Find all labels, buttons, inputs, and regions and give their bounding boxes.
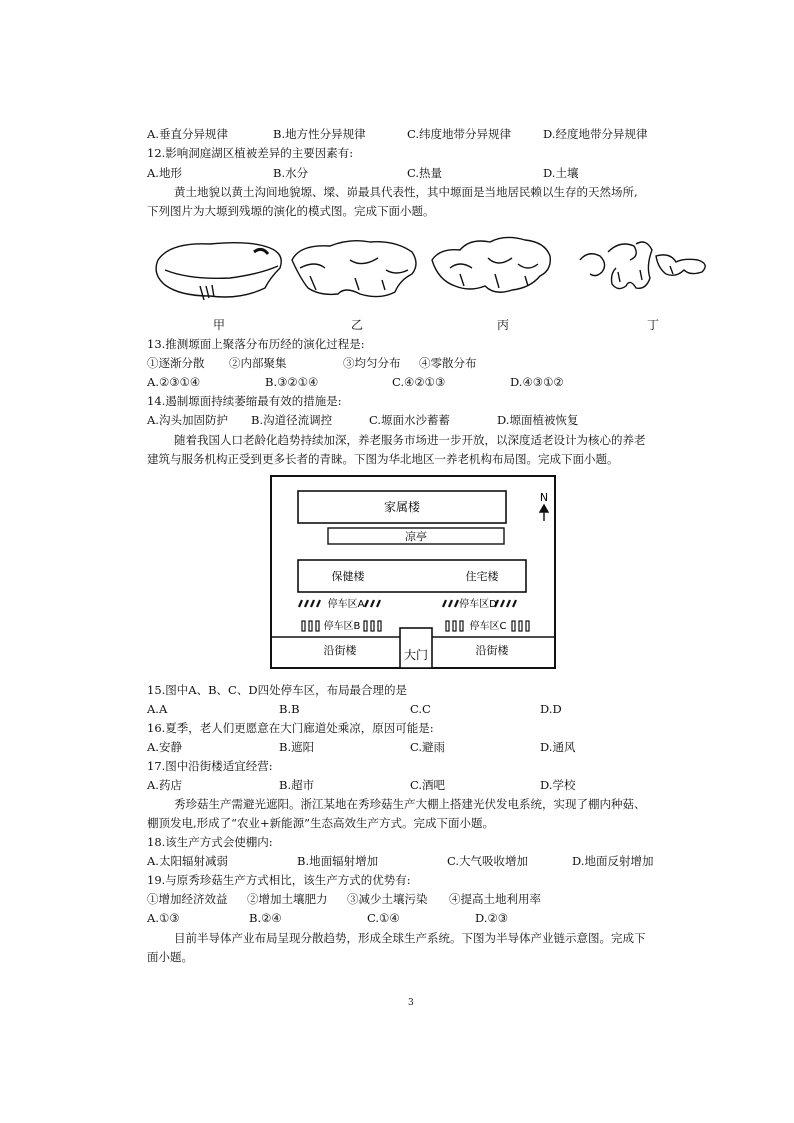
q17-option-a: A.药店 bbox=[147, 778, 182, 792]
q14-option-d: D.塬面植被恢复 bbox=[497, 413, 579, 427]
q18-option-b: B.地面辐射增加 bbox=[297, 854, 379, 868]
pavilion-label: 凉亭 bbox=[405, 530, 427, 543]
q14-stem: 14.遏制塬面持续萎缩最有效的措施是: bbox=[147, 394, 342, 408]
q13-item-1: ①逐渐分散 bbox=[147, 356, 205, 370]
q17-option-c: C.酒吧 bbox=[410, 778, 446, 792]
elderly-intro-line1: 随着我国人口老龄化趋势持续加深，养老服务市场进一步开放，以深度适老设计为核心的养老 bbox=[174, 433, 646, 447]
q16-option-c: C.避雨 bbox=[410, 740, 446, 754]
q16-option-a: A.安静 bbox=[147, 740, 182, 754]
q12-option-b: B.水分 bbox=[273, 166, 309, 180]
q13-option-a: A.②③①④ bbox=[147, 375, 201, 389]
mushroom-intro-line2: 棚顶发电,形成了“农业+新能源”生态高效生产方式。完成下面小题。 bbox=[147, 816, 495, 830]
loess-intro-line1: 黄土地貌以黄土沟间地貌塬、墚、峁最具代表性，其中塬面是当地居民赖以生存的天然场所, bbox=[174, 185, 638, 199]
figure-label-jia: 甲 bbox=[213, 318, 226, 332]
q19-item-2: ②增加土壤肥力 bbox=[247, 892, 328, 906]
q16-option-b: B.遮阳 bbox=[279, 740, 315, 754]
q19-option-a: A.①③ bbox=[147, 911, 180, 925]
gate-label: 大门 bbox=[403, 648, 429, 662]
q19-item-3: ③减少土壤污染 bbox=[347, 892, 428, 906]
parking-a-label: 停车区A bbox=[327, 599, 365, 610]
figure-label-bing: 丙 bbox=[497, 318, 510, 332]
q19-option-b: B.②④ bbox=[249, 911, 282, 925]
q11-option-d: D.经度地带分异规律 bbox=[543, 127, 648, 141]
q19-stem: 19.与原秀珍菇生产方式相比，该生产方式的优势有: bbox=[147, 873, 411, 887]
q19-item-4: ④提高土地利用率 bbox=[449, 892, 541, 906]
figure-label-ding: 丁 bbox=[647, 318, 660, 332]
loess-evolution-figure bbox=[150, 230, 730, 310]
loess-intro-line2: 下列图片为大塬到残塬的演化的模式图。完成下面小题。 bbox=[147, 204, 435, 218]
street-building-right-label: 沿街楼 bbox=[475, 644, 509, 657]
q16-option-d: D.通风 bbox=[540, 740, 576, 754]
q11-option-a: A.垂直分异规律 bbox=[147, 127, 228, 141]
q16-stem: 16.夏季，老人们更愿意在大门廊道处乘凉，原因可能是: bbox=[147, 721, 434, 735]
semiconductor-intro-line2: 面小题。 bbox=[147, 950, 193, 964]
elderly-intro-line2: 建筑与服务机构正受到更多长者的青睐。下图为华北地区一养老机构布局图。完成下面小题。 bbox=[147, 452, 619, 466]
figure-label-yi: 乙 bbox=[351, 318, 364, 332]
q15-stem: 15.图中A、B、C、D四处停车区，布局最合理的是 bbox=[147, 683, 408, 697]
q14-option-a: A.沟头加固防护 bbox=[147, 413, 228, 427]
residential-building-label: 住宅楼 bbox=[465, 570, 499, 583]
parking-d-label: 停车区D bbox=[459, 599, 497, 610]
facility-layout-plan bbox=[270, 475, 570, 671]
parking-b-label: 停车区B bbox=[323, 621, 361, 632]
page-number: 3 bbox=[408, 998, 414, 1008]
health-building-label: 保健楼 bbox=[331, 570, 365, 583]
q19-option-d: D.②③ bbox=[475, 911, 509, 925]
q13-option-b: B.③②①④ bbox=[265, 375, 319, 389]
q19-item-1: ①增加经济效益 bbox=[147, 892, 228, 906]
q18-stem: 18.该生产方式会使棚内: bbox=[147, 835, 273, 849]
q17-option-b: B.超市 bbox=[279, 778, 315, 792]
q13-item-4: ④零散分布 bbox=[419, 356, 477, 370]
q11-option-b: B.地方性分异规律 bbox=[273, 127, 366, 141]
q17-option-d: D.学校 bbox=[540, 778, 576, 792]
q12-option-d: D.土壤 bbox=[543, 166, 579, 180]
q18-option-c: C.大气吸收增加 bbox=[447, 854, 529, 868]
q15-option-a: A.A bbox=[147, 702, 168, 716]
q13-option-c: C.④②①③ bbox=[392, 375, 446, 389]
street-building-left-label: 沿街楼 bbox=[323, 644, 357, 657]
q12-stem: 12.影响洞庭湖区植被差异的主要因素有: bbox=[147, 146, 354, 160]
q13-stem: 13.推测塬面上聚落分布历经的演化过程是: bbox=[147, 337, 365, 351]
parking-c-label: 停车区C bbox=[469, 621, 507, 632]
semiconductor-intro-line1: 目前半导体产业布局呈现分散趋势，形成全球生产系统。下图为半导体产业链示意图。完成下 bbox=[174, 931, 646, 945]
q12-option-a: A.地形 bbox=[147, 166, 182, 180]
q15-option-c: C.C bbox=[410, 702, 431, 716]
q15-option-d: D.D bbox=[540, 702, 562, 716]
q13-item-3: ③均匀分布 bbox=[343, 356, 401, 370]
q19-option-c: C.①④ bbox=[367, 911, 400, 925]
q13-item-2: ②内部聚集 bbox=[229, 356, 287, 370]
q13-option-d: D.④③①② bbox=[510, 375, 564, 389]
q18-option-d: D.地面反射增加 bbox=[572, 854, 654, 868]
q17-stem: 17.图中沿街楼适宜经营: bbox=[147, 759, 273, 773]
q15-option-b: B.B bbox=[279, 702, 300, 716]
north-label: N bbox=[539, 491, 549, 504]
q18-option-a: A.太阳辐射减弱 bbox=[147, 854, 228, 868]
q11-option-c: C.纬度地带分异规律 bbox=[407, 127, 512, 141]
q14-option-c: C.塬面水沙蓄蓄 bbox=[369, 413, 451, 427]
mushroom-intro-line1: 秀珍菇生产需避光遮阳。浙江某地在秀珍菇生产大棚上搭建光伏发电系统，实现了棚内种菇、 bbox=[174, 797, 646, 811]
family-building-label: 家属楼 bbox=[383, 500, 421, 514]
q12-option-c: C.热量 bbox=[407, 166, 443, 180]
q14-option-b: B.沟道径流调控 bbox=[251, 413, 333, 427]
